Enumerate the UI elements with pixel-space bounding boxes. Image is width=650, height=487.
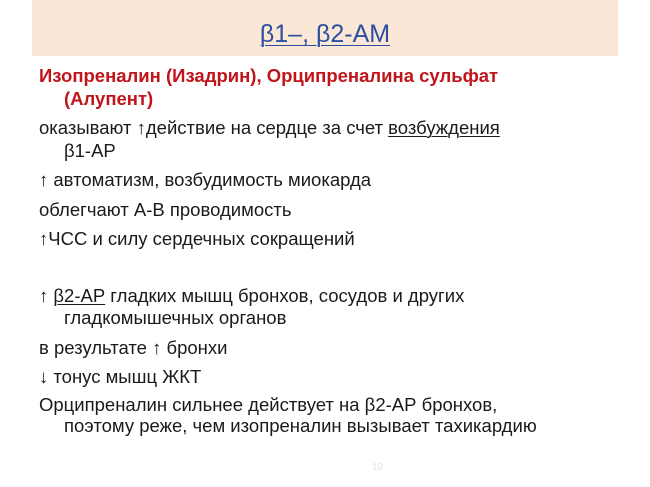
bullet-b2-receptors — [39, 285, 639, 307]
bullet-av-conduction: облегчают А-В проводимость — [39, 199, 292, 220]
bullet-b2-prefix: ↑ — [39, 285, 54, 306]
bullet-heart-rate: ↑ЧСС и силу сердечных сокращений — [39, 228, 355, 249]
underlined-excitation: возбуждения — [388, 117, 500, 138]
bullet-heart-action-text: оказывают ↑действие на сердце за счет — [39, 117, 389, 138]
bullet-bronchi: в результате ↑ бронхи — [39, 337, 228, 358]
underlined-b2-ar: β2-АР — [53, 285, 106, 306]
bullet-orciprenaline-cont: поэтому реже, чем изопреналин вызывает тахикардию — [64, 415, 537, 436]
slide-title: β1–, β2-АМ — [259, 20, 391, 48]
bullet-heart-action — [39, 117, 639, 139]
bullet-heart-action-cont: β1-АР — [64, 140, 116, 161]
bullet-b2-text: гладких мышц бронхов, сосудов и других — [105, 285, 465, 306]
bullet-automatism: ↑ автоматизм, возбудимость миокарда — [39, 169, 372, 190]
bullet-b2-receptors-cont: гладкомышечных органов — [64, 307, 287, 328]
page-number: 19 — [372, 462, 384, 473]
heading-drug-names-cont: (Алупент) — [64, 88, 154, 109]
heading-drug-names: Изопреналин (Изадрин), Орципреналина сульфат — [39, 65, 499, 86]
bullet-orciprenaline: Орципреналин сильнее действует на β2-АР бронхов, — [39, 394, 498, 415]
bullet-gi-tone: ↓ тонус мышц ЖКТ — [39, 366, 202, 387]
title-band — [32, 0, 618, 56]
